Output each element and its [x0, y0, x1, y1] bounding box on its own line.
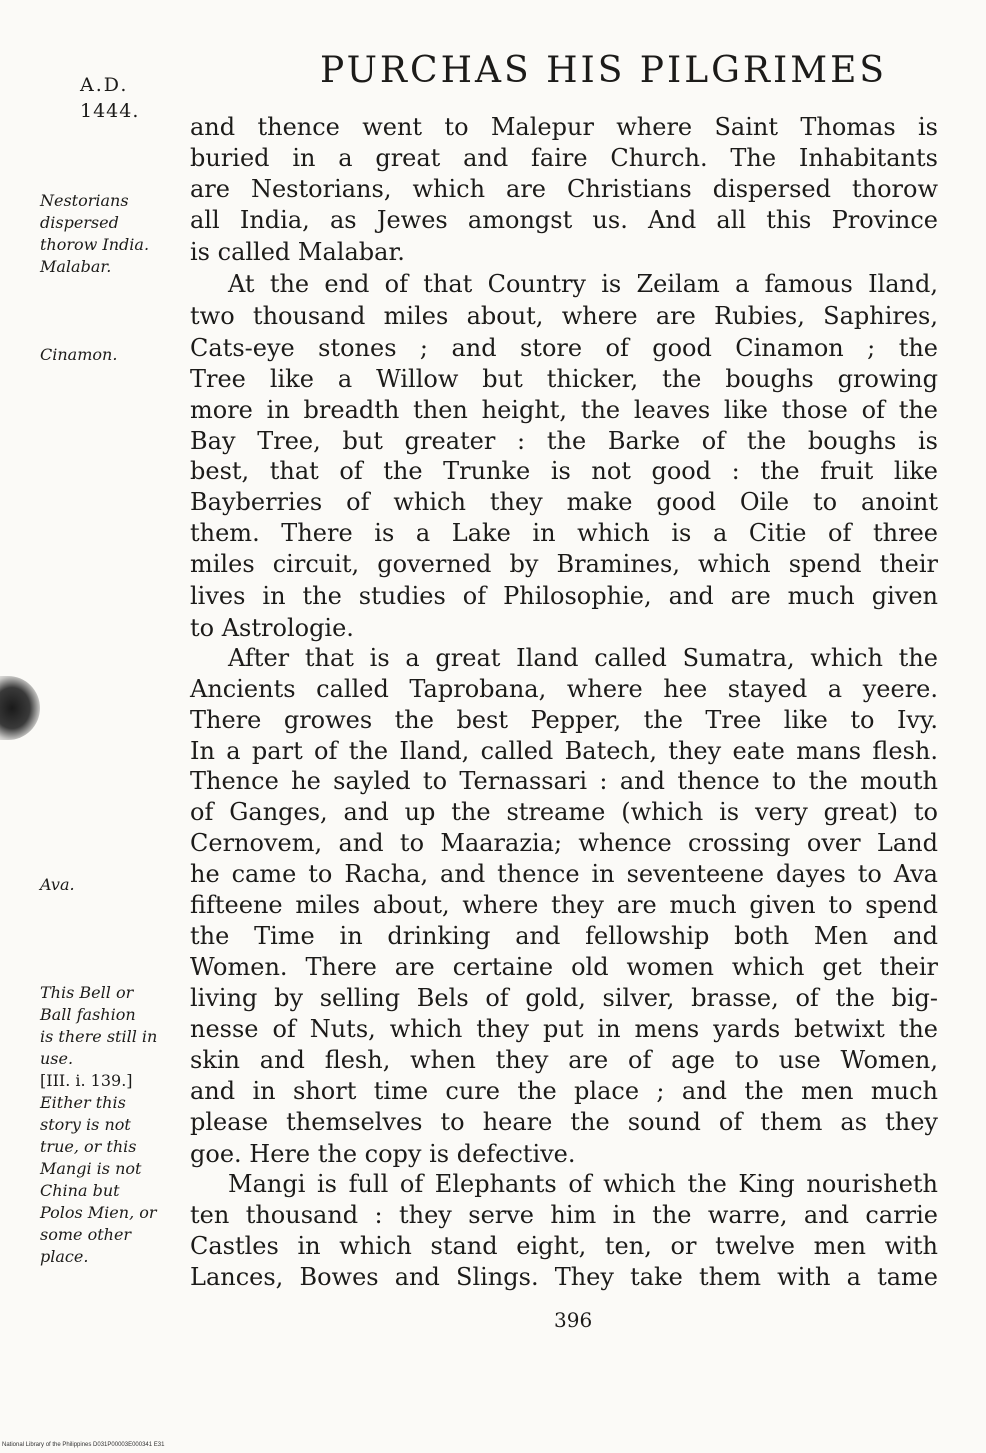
body-line: Bayberries of which they make good Oile to anoint	[190, 488, 938, 516]
body-line: he came to Racha, and thence in seventeene dayes to Ava	[190, 860, 938, 888]
body-line: In a part of the Iland, called Batech, they eate mans flesh.	[190, 737, 938, 765]
body-line: is called Malabar.	[190, 238, 405, 266]
body-line: Cats-eye stones ; and store of good Cinamon ; the	[190, 334, 938, 362]
margin-note-line: [III. i. 139.]	[40, 1071, 133, 1090]
body-line: fifteene miles about, where they are much given to spend	[190, 891, 938, 919]
margin-note-cinamon	[40, 344, 180, 366]
margin-note-line: Nestorians	[40, 191, 129, 210]
margin-note-bell	[40, 982, 180, 1070]
margin-note-line: thorow India.	[40, 235, 150, 254]
margin-note-reference	[40, 1070, 180, 1092]
body-line: to Astrologie.	[190, 614, 354, 642]
body-line: more in breadth then height, the leaves like those of the	[190, 396, 938, 424]
margin-note-line: Cinamon.	[40, 345, 118, 364]
body-line: Thence he sayled to Ternassari : and thence to the mouth	[190, 767, 938, 795]
body-line: Cernovem, and to Maarazia; whence crossing over Land	[190, 829, 938, 857]
body-line: please themselves to heare the sound of them as they	[190, 1108, 938, 1136]
body-line: two thousand miles about, where are Rubies, Saphires,	[190, 302, 938, 330]
margin-note-line: China but	[40, 1181, 120, 1200]
body-line: There growes the best Pepper, the Tree like to Ivy.	[190, 706, 938, 734]
body-line: and in short time cure the place ; and the men much	[190, 1077, 938, 1105]
body-line: Women. There are certaine old women which get their	[190, 953, 938, 981]
margin-note-line: dispersed	[40, 213, 119, 232]
body-line: Tree like a Willow but thicker, the boughs growing	[190, 365, 938, 393]
margin-note-line: Ava.	[40, 875, 75, 894]
margin-note-line: Mangi is not	[40, 1159, 142, 1178]
body-line: and thence went to Malepur where Saint Thomas is	[190, 113, 938, 141]
margin-note-line: true, or this	[40, 1137, 137, 1156]
body-line: buried in a great and faire Church. The Inhabitants	[190, 144, 938, 172]
body-line: lives in the studies of Philosophie, and are much given	[190, 582, 938, 610]
body-line: them. There is a Lake in which is a Citie of three	[190, 519, 938, 547]
body-line: skin and flesh, when they are of age to use Women,	[190, 1046, 938, 1074]
library-footer: National Library of the Philippines D031P00003E000341 E31	[2, 1442, 165, 1448]
body-line: are Nestorians, which are Christians dispersed thorow	[190, 175, 938, 203]
body-line: Lances, Bowes and Slings. They take them with a tame	[190, 1263, 938, 1291]
date-prefix: A.D.	[80, 74, 129, 96]
margin-note-line: Ball fashion	[40, 1005, 136, 1024]
body-line: At the end of that Country is Zeilam a famous Iland,	[228, 270, 938, 298]
margin-note-line: This Bell or	[40, 983, 134, 1002]
body-line: Bay Tree, but greater : the Barke of the boughs is	[190, 427, 938, 455]
margin-note-line: Either this	[40, 1093, 126, 1112]
body-line: best, that of the Trunke is not good : the fruit like	[190, 457, 938, 485]
margin-note-line: is there still in	[40, 1027, 158, 1046]
margin-note-line: some other	[40, 1225, 132, 1244]
body-line: living by selling Bels of gold, silver, brasse, of the big-	[190, 984, 938, 1012]
body-line: Castles in which stand eight, ten, or twelve men with	[190, 1232, 938, 1260]
margin-note-line: story is not	[40, 1115, 131, 1134]
page-number: 396	[554, 1308, 593, 1332]
body-line: the Time in drinking and fellowship both Men and	[190, 922, 938, 950]
margin-note-line: Malabar.	[40, 257, 112, 276]
body-line: Ancients called Taprobana, where hee stayed a yeere.	[190, 675, 938, 703]
margin-note-line: use.	[40, 1049, 74, 1068]
body-line: all India, as Jewes amongst us. And all this Province	[190, 206, 938, 234]
page-edge-stain	[0, 676, 40, 740]
margin-note-either	[40, 1092, 180, 1268]
margin-note-nestorians	[40, 190, 180, 278]
date-year: 1444.	[80, 100, 140, 122]
margin-note-ava	[40, 874, 180, 896]
body-line: miles circuit, governed by Bramines, which spend their	[190, 550, 938, 578]
body-line: After that is a great Iland called Sumatra, which the	[228, 644, 938, 672]
margin-note-line: Polos Mien, or	[40, 1203, 157, 1222]
body-line: of Ganges, and up the streame (which is very great) to	[190, 798, 938, 826]
body-line: ten thousand : they serve him in the warre, and carrie	[190, 1201, 938, 1229]
body-line: goe. Here the copy is defective.	[190, 1140, 576, 1168]
running-title: PURCHAS HIS PILGRIMES	[320, 50, 888, 91]
body-line: nesse of Nuts, which they put in mens yards betwixt the	[190, 1015, 938, 1043]
margin-note-line: place.	[40, 1247, 89, 1266]
body-line: Mangi is full of Elephants of which the King nourisheth	[228, 1170, 938, 1198]
